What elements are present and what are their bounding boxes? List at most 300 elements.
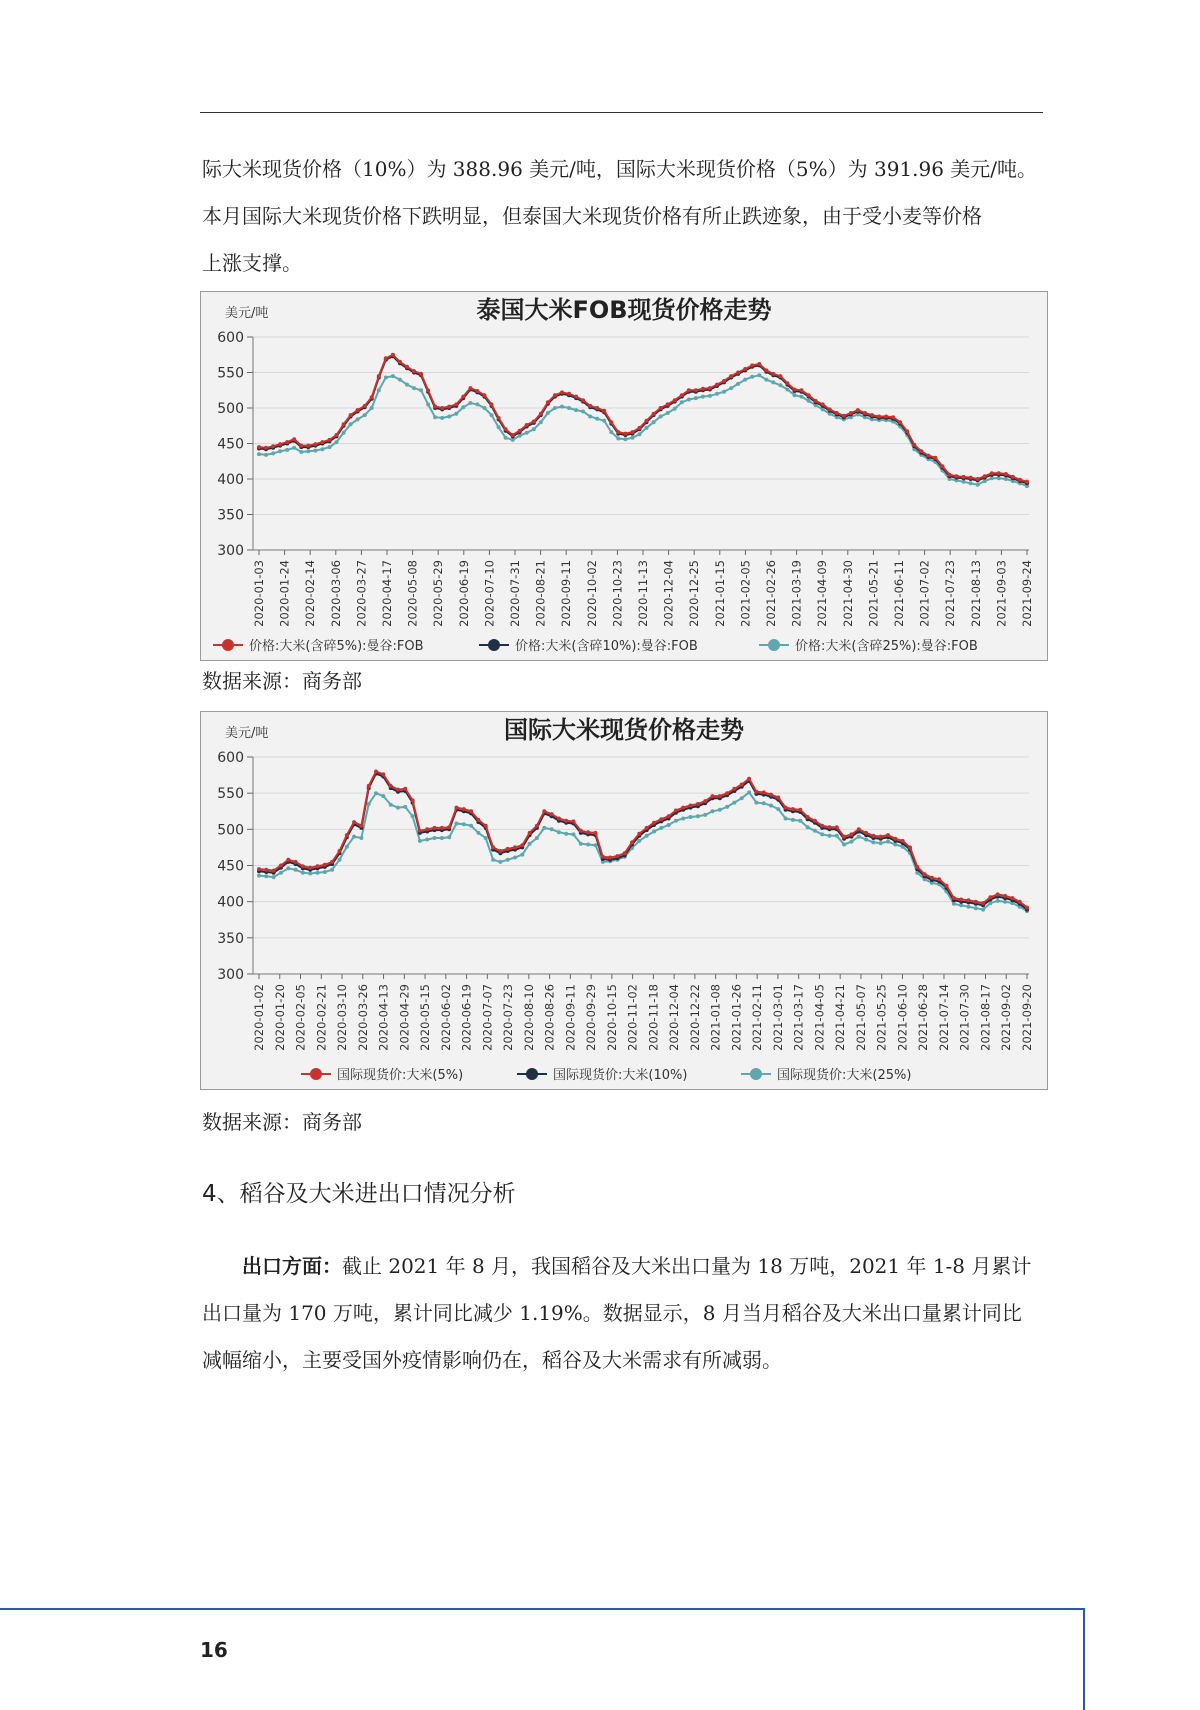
series-point bbox=[461, 405, 465, 409]
series-point bbox=[328, 445, 332, 449]
series-point bbox=[349, 422, 353, 426]
x-tick-label: 2020-05-29 bbox=[431, 560, 446, 627]
legend-label: 价格:大米(含碎5%):曼谷:FOB bbox=[249, 639, 424, 654]
series-point bbox=[292, 437, 296, 441]
series-point bbox=[785, 388, 789, 392]
series-point bbox=[616, 437, 620, 441]
x-tick-label: 2021-09-20 bbox=[1020, 984, 1034, 1051]
series-point bbox=[667, 814, 671, 818]
series-point bbox=[835, 834, 839, 838]
x-tick-label: 2020-10-15 bbox=[604, 984, 619, 1051]
series-point bbox=[506, 847, 510, 851]
series-point bbox=[285, 448, 289, 452]
series-point bbox=[764, 368, 768, 372]
series-point bbox=[286, 858, 290, 862]
x-tick-label: 2021-01-26 bbox=[729, 984, 744, 1051]
series-point bbox=[666, 411, 670, 415]
series-point bbox=[784, 806, 788, 810]
legend-label: 国际现货价:大米(5%) bbox=[337, 1068, 464, 1083]
series-point bbox=[652, 420, 656, 424]
y-tick-label: 400 bbox=[217, 472, 244, 488]
series-point bbox=[701, 387, 705, 391]
series-point bbox=[418, 829, 422, 833]
series-point bbox=[313, 442, 317, 446]
series-point bbox=[323, 870, 327, 874]
page-number: 16 bbox=[200, 1638, 228, 1662]
y-tick-label: 500 bbox=[217, 822, 244, 839]
series-point bbox=[842, 414, 846, 418]
intro-line-2: 本月国际大米现货价格下跌明显，但泰国大米现货价格有所止跌迹象，由于受小麦等价格 bbox=[202, 204, 982, 228]
series-point bbox=[403, 787, 407, 791]
series-point bbox=[586, 843, 590, 847]
x-tick-label: 2020-07-31 bbox=[508, 560, 522, 627]
series-point bbox=[586, 830, 590, 834]
series-point bbox=[363, 404, 367, 408]
series-point bbox=[433, 415, 437, 419]
series-point bbox=[711, 794, 715, 798]
series-point bbox=[828, 825, 832, 829]
series-point bbox=[776, 796, 780, 800]
export-lead: 出口方面： bbox=[242, 1254, 342, 1278]
series-point bbox=[419, 372, 423, 376]
series-point bbox=[769, 793, 773, 797]
series-point bbox=[715, 392, 719, 396]
series-point bbox=[520, 853, 524, 857]
footer-frame bbox=[0, 1608, 1085, 1710]
series-point bbox=[821, 402, 825, 406]
series-point bbox=[630, 430, 634, 434]
series-point bbox=[983, 479, 987, 483]
legend-swatch-marker bbox=[750, 1068, 762, 1080]
x-tick-label: 2021-05-21 bbox=[866, 560, 881, 627]
series-point bbox=[785, 381, 789, 385]
series-point bbox=[426, 402, 430, 406]
series-point bbox=[342, 431, 346, 435]
intro-paragraph bbox=[202, 146, 1042, 287]
series-point bbox=[525, 423, 529, 427]
series-point bbox=[740, 783, 744, 787]
series-point bbox=[743, 367, 747, 371]
series-point bbox=[740, 796, 744, 800]
series-point bbox=[581, 398, 585, 402]
series-point bbox=[278, 442, 282, 446]
section-heading: 4、稻谷及大米进出口情况分析 bbox=[202, 1181, 516, 1207]
series-point bbox=[747, 777, 751, 781]
series-point bbox=[359, 836, 363, 840]
series-point bbox=[528, 842, 532, 846]
y-tick-label: 300 bbox=[217, 967, 244, 983]
series-point bbox=[908, 845, 912, 849]
series-point bbox=[623, 851, 627, 855]
series-point bbox=[893, 843, 897, 847]
series-point bbox=[659, 406, 663, 410]
series-point bbox=[915, 865, 919, 869]
series-point bbox=[689, 804, 693, 808]
series-point bbox=[433, 826, 437, 830]
series-point bbox=[469, 809, 473, 813]
series-point bbox=[1004, 477, 1008, 481]
export-line-3: 减幅缩小，主要受国外疫情影响仍在，稻谷及大米需求有所减弱。 bbox=[202, 1348, 782, 1372]
series-point bbox=[257, 874, 261, 878]
series-point bbox=[630, 840, 634, 844]
series-point bbox=[272, 875, 276, 879]
x-tick-label: 2021-01-08 bbox=[708, 984, 723, 1051]
series-point bbox=[969, 476, 973, 480]
series-point bbox=[828, 834, 832, 838]
series-point bbox=[484, 824, 488, 828]
series-point bbox=[666, 402, 670, 406]
series-point bbox=[1003, 894, 1007, 898]
series-point bbox=[498, 860, 502, 864]
series-point bbox=[532, 420, 536, 424]
series-point bbox=[419, 388, 423, 392]
series-point bbox=[694, 396, 698, 400]
series-point bbox=[278, 449, 282, 453]
series-point bbox=[1018, 478, 1022, 482]
series-point bbox=[320, 447, 324, 451]
series-point bbox=[926, 454, 930, 458]
series-point bbox=[560, 390, 564, 394]
series-point bbox=[673, 398, 677, 402]
series-point bbox=[560, 405, 564, 409]
x-tick-label: 2020-09-11 bbox=[563, 984, 578, 1051]
series-point bbox=[497, 425, 501, 429]
x-tick-label: 2020-08-10 bbox=[521, 984, 536, 1051]
series-point bbox=[680, 400, 684, 404]
series-point bbox=[595, 406, 599, 410]
series-point bbox=[440, 826, 444, 830]
series-point bbox=[1018, 900, 1022, 904]
series-point bbox=[793, 393, 797, 397]
series-point bbox=[426, 388, 430, 392]
series-point bbox=[703, 799, 707, 803]
series-point bbox=[377, 388, 381, 392]
series-point bbox=[870, 413, 874, 417]
series-point bbox=[1003, 900, 1007, 904]
series-point bbox=[747, 790, 751, 794]
series-point bbox=[645, 419, 649, 423]
series-point bbox=[732, 787, 736, 791]
series-point bbox=[447, 825, 451, 829]
series-point bbox=[609, 430, 613, 434]
x-tick-label: 2020-04-17 bbox=[380, 560, 394, 627]
chart1-source-caption: 数据来源：商务部 bbox=[202, 669, 362, 693]
series-point bbox=[257, 445, 261, 449]
series-point bbox=[550, 812, 554, 816]
series-point bbox=[475, 402, 479, 406]
series-point bbox=[793, 388, 797, 392]
series-point bbox=[389, 784, 393, 788]
series-point bbox=[271, 451, 275, 455]
series-point bbox=[405, 365, 409, 369]
series-point bbox=[497, 416, 501, 420]
series-point bbox=[301, 864, 305, 868]
series-point bbox=[338, 858, 342, 862]
series-point bbox=[959, 898, 963, 902]
series-point bbox=[976, 477, 980, 481]
series-point bbox=[806, 825, 810, 829]
series-point bbox=[940, 464, 944, 468]
series-point bbox=[476, 831, 480, 835]
x-tick-label: 2020-12-04 bbox=[667, 984, 682, 1051]
x-tick-label: 2020-07-23 bbox=[501, 984, 516, 1051]
series-point bbox=[680, 393, 684, 397]
series-point bbox=[879, 835, 883, 839]
series-point bbox=[687, 398, 691, 402]
series-point bbox=[257, 452, 261, 456]
series-point bbox=[645, 834, 649, 838]
x-tick-label: 2021-02-26 bbox=[764, 560, 778, 627]
series-point bbox=[893, 837, 897, 841]
series-point bbox=[681, 806, 685, 810]
series-point bbox=[440, 836, 444, 840]
chart-title: 泰国大米FOB现货价格走势 bbox=[476, 296, 772, 324]
series-point bbox=[398, 378, 402, 382]
series-point bbox=[828, 407, 832, 411]
intro-line-1: 际大米现货价格（10%）为 388.96 美元/吨，国际大米现货价格（5%）为 391.96 美元/吨。 bbox=[202, 157, 1038, 181]
series-point bbox=[722, 379, 726, 383]
series-point bbox=[581, 410, 585, 414]
x-tick-label: 2020-02-05 bbox=[293, 984, 308, 1051]
export-paragraph bbox=[202, 1243, 1042, 1384]
series-point bbox=[271, 444, 275, 448]
y-tick-label: 550 bbox=[217, 365, 244, 382]
series-point bbox=[784, 817, 788, 821]
series-point bbox=[564, 819, 568, 823]
series-point bbox=[546, 400, 550, 404]
x-tick-label: 2021-01-15 bbox=[712, 560, 727, 627]
series-point bbox=[462, 822, 466, 826]
series-point bbox=[990, 476, 994, 480]
series-point bbox=[750, 375, 754, 379]
series-point bbox=[330, 868, 334, 872]
series-point bbox=[412, 369, 416, 373]
series-point bbox=[454, 412, 458, 416]
series-point bbox=[990, 471, 994, 475]
intl-rice-spot-chart bbox=[200, 711, 1048, 1090]
series-point bbox=[952, 896, 956, 900]
series-point bbox=[983, 474, 987, 478]
series-point bbox=[762, 801, 766, 805]
series-point bbox=[667, 823, 671, 827]
y-tick-label: 300 bbox=[217, 543, 244, 559]
series-point bbox=[455, 822, 459, 826]
series-point bbox=[778, 383, 782, 387]
x-tick-label: 2020-03-26 bbox=[355, 984, 370, 1051]
series-point bbox=[335, 433, 339, 437]
series-point bbox=[447, 415, 451, 419]
series-point bbox=[520, 843, 524, 847]
series-point bbox=[962, 475, 966, 479]
series-point bbox=[722, 390, 726, 394]
series-point bbox=[594, 843, 598, 847]
series-point bbox=[764, 378, 768, 382]
x-tick-label: 2021-07-30 bbox=[957, 984, 972, 1051]
x-tick-label: 2020-02-21 bbox=[314, 984, 329, 1051]
series-point bbox=[579, 829, 583, 833]
series-point bbox=[557, 830, 561, 834]
series-point bbox=[285, 440, 289, 444]
x-tick-label: 2021-02-05 bbox=[738, 560, 753, 627]
x-tick-label: 2020-01-02 bbox=[252, 984, 266, 1051]
x-tick-label: 2020-11-02 bbox=[625, 984, 640, 1051]
series-point bbox=[718, 794, 722, 798]
series-point bbox=[674, 809, 678, 813]
series-point bbox=[513, 856, 517, 860]
series-point bbox=[381, 794, 385, 798]
x-tick-label: 2020-02-14 bbox=[303, 560, 318, 627]
series-point bbox=[820, 832, 824, 836]
x-tick-label: 2021-08-17 bbox=[978, 984, 993, 1051]
series-point bbox=[553, 406, 557, 410]
series-point bbox=[264, 874, 268, 878]
x-tick-label: 2020-07-10 bbox=[482, 560, 497, 627]
series-point bbox=[937, 877, 941, 881]
series-point bbox=[997, 471, 1001, 475]
legend-swatch-marker bbox=[526, 1068, 538, 1080]
series-point bbox=[962, 480, 966, 484]
series-point bbox=[871, 840, 875, 844]
series-point bbox=[539, 412, 543, 416]
x-tick-label: 2020-08-21 bbox=[533, 560, 548, 627]
series-point bbox=[898, 420, 902, 424]
series-point bbox=[891, 415, 895, 419]
series-point bbox=[468, 386, 472, 390]
series-point bbox=[708, 394, 712, 398]
y-tick-label: 350 bbox=[217, 930, 244, 947]
series-point bbox=[981, 901, 985, 905]
chart2-source-caption: 数据来源：商务部 bbox=[202, 1110, 362, 1134]
series-point bbox=[959, 903, 963, 907]
series-point bbox=[754, 801, 758, 805]
export-line-1 bbox=[202, 1243, 1042, 1290]
series-point bbox=[425, 827, 429, 831]
series-point bbox=[359, 824, 363, 828]
series-point bbox=[791, 818, 795, 822]
series-point bbox=[857, 827, 861, 831]
x-tick-label: 2020-11-18 bbox=[646, 984, 661, 1051]
x-tick-label: 2020-10-02 bbox=[584, 560, 599, 627]
series-point bbox=[411, 814, 415, 818]
x-tick-label: 2020-06-19 bbox=[459, 984, 474, 1051]
series-point bbox=[757, 362, 761, 366]
series-group bbox=[257, 373, 1029, 488]
series-point bbox=[484, 836, 488, 840]
series-point bbox=[564, 832, 568, 836]
x-tick-label: 2020-05-08 bbox=[405, 560, 420, 627]
series-point bbox=[967, 898, 971, 902]
series-point bbox=[572, 832, 576, 836]
series-point bbox=[469, 824, 473, 828]
series-point bbox=[316, 871, 320, 875]
series-point bbox=[579, 842, 583, 846]
series-point bbox=[528, 831, 532, 835]
legend-swatch-marker bbox=[768, 639, 780, 651]
series-point bbox=[483, 393, 487, 397]
series-point bbox=[762, 790, 766, 794]
series-point bbox=[623, 432, 627, 436]
series-point bbox=[996, 892, 1000, 896]
series-point bbox=[757, 373, 761, 377]
x-tick-label: 2021-04-09 bbox=[815, 560, 830, 627]
series-point bbox=[879, 841, 883, 845]
series-point bbox=[572, 819, 576, 823]
series-point bbox=[850, 832, 854, 836]
series-point bbox=[933, 456, 937, 460]
series-point bbox=[711, 809, 715, 813]
series-point bbox=[374, 791, 378, 795]
series-point bbox=[539, 420, 543, 424]
series-point bbox=[396, 788, 400, 792]
series-point bbox=[335, 440, 339, 444]
series-point bbox=[864, 838, 868, 842]
series-point bbox=[820, 824, 824, 828]
series-point bbox=[948, 473, 952, 477]
series-point bbox=[791, 807, 795, 811]
series-point bbox=[754, 790, 758, 794]
series-point bbox=[411, 798, 415, 802]
series-point bbox=[323, 863, 327, 867]
series-point bbox=[729, 374, 733, 378]
legend-swatch-marker bbox=[488, 639, 500, 651]
series-point bbox=[595, 417, 599, 421]
x-tick-label: 2021-05-07 bbox=[853, 984, 868, 1051]
series-point bbox=[718, 808, 722, 812]
x-tick-label: 2021-06-10 bbox=[895, 984, 910, 1051]
series-point bbox=[1025, 480, 1029, 484]
series-point bbox=[301, 871, 305, 875]
chart-svg bbox=[201, 292, 1047, 660]
series-line bbox=[259, 355, 1027, 482]
y-tick-label: 500 bbox=[217, 401, 244, 417]
series-point bbox=[264, 453, 268, 457]
x-tick-label: 2021-04-30 bbox=[840, 560, 855, 627]
series-point bbox=[356, 417, 360, 421]
series-point bbox=[264, 868, 268, 872]
series-point bbox=[623, 437, 627, 441]
series-point bbox=[849, 411, 853, 415]
series-point bbox=[864, 831, 868, 835]
series-point bbox=[602, 419, 606, 423]
series-point bbox=[674, 819, 678, 823]
header-rule bbox=[200, 112, 1043, 113]
series-point bbox=[567, 392, 571, 396]
series-point bbox=[292, 446, 296, 450]
series-point bbox=[703, 813, 707, 817]
x-tick-label: 2020-12-04 bbox=[661, 560, 676, 627]
y-tick-label: 400 bbox=[217, 894, 244, 911]
series-point bbox=[525, 431, 529, 435]
series-point bbox=[609, 420, 613, 424]
series-point bbox=[807, 399, 811, 403]
series-point bbox=[930, 876, 934, 880]
series-point bbox=[659, 817, 663, 821]
series-point bbox=[308, 866, 312, 870]
x-tick-label: 2021-04-05 bbox=[812, 984, 827, 1051]
series-point bbox=[356, 408, 360, 412]
series-point bbox=[412, 386, 416, 390]
x-tick-label: 2020-10-23 bbox=[610, 560, 625, 627]
series-point bbox=[299, 444, 303, 448]
x-tick-label: 2021-07-14 bbox=[936, 984, 951, 1051]
series-point bbox=[616, 430, 620, 434]
series-point bbox=[736, 371, 740, 375]
x-tick-label: 2020-01-03 bbox=[252, 560, 266, 627]
series-point bbox=[736, 382, 740, 386]
x-tick-label: 2020-11-13 bbox=[636, 560, 650, 627]
series-point bbox=[306, 444, 310, 448]
series-point bbox=[345, 833, 349, 837]
